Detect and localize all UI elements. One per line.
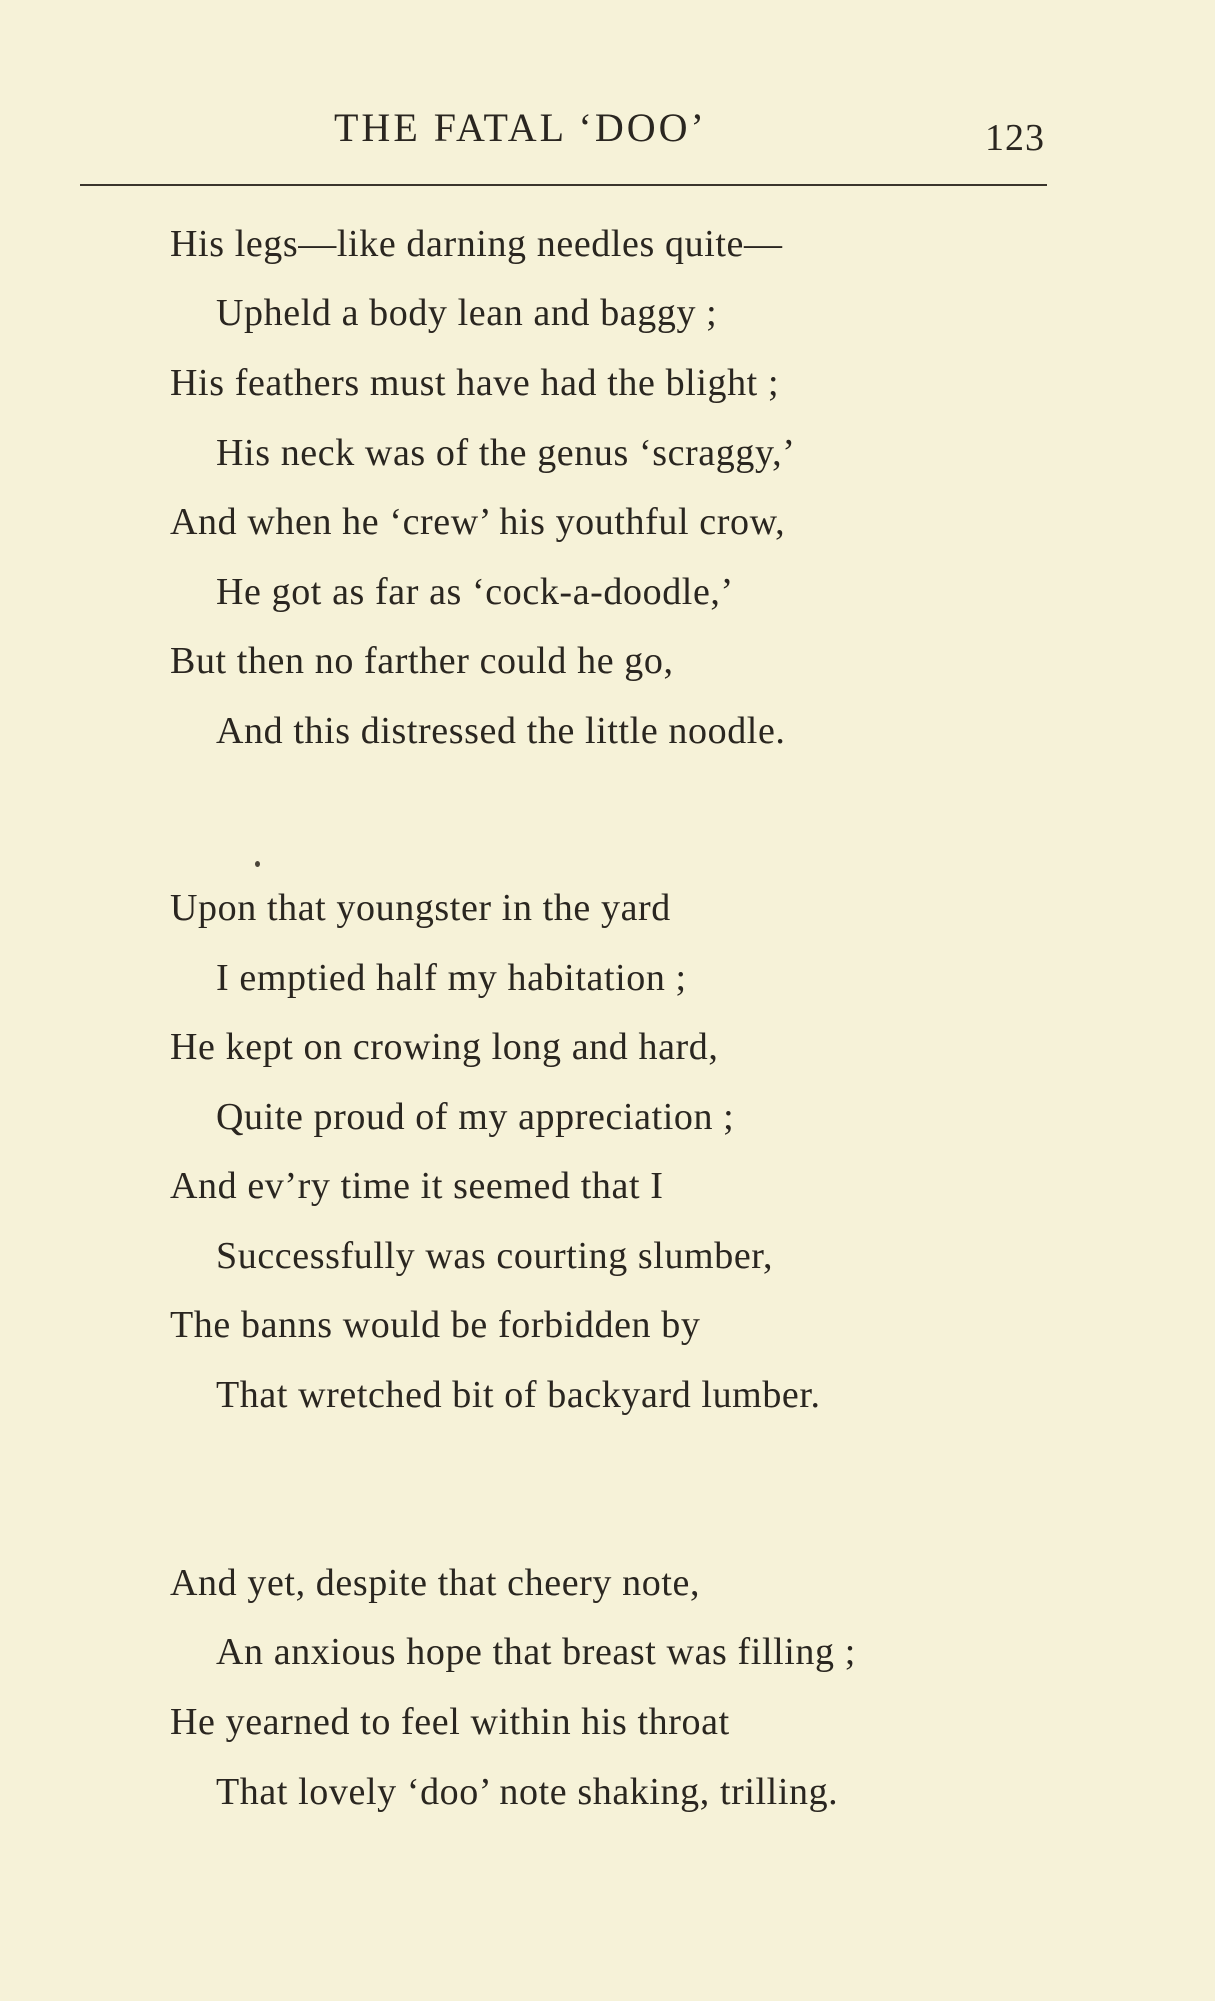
poem-line: And yet, despite that cheery note, xyxy=(170,1562,701,1604)
poem-line: And when he ‘crew’ his youthful crow, xyxy=(170,501,786,543)
poem-line: And ev’ry time it seemed that I xyxy=(170,1165,664,1207)
poem-line: An anxious hope that breast was filling ; xyxy=(216,1631,856,1673)
poem-line: I emptied half my habitation ; xyxy=(216,957,687,999)
running-title: THE FATAL ‘DOO’ xyxy=(334,105,707,150)
running-head xyxy=(0,98,1215,158)
poem-line: He got as far as ‘cock-a-doodle,’ xyxy=(216,571,734,613)
poem-line: But then no farther could he go, xyxy=(170,640,674,682)
poem-line: The banns would be forbidden by xyxy=(170,1304,701,1346)
poem-line: He yearned to feel within his throat xyxy=(170,1701,730,1743)
poem-line: Upon that youngster in the yard xyxy=(170,887,671,929)
ink-speck xyxy=(255,861,260,867)
poem-line: Quite proud of my appreciation ; xyxy=(216,1096,735,1138)
poem-line: His legs—like darning needles quite— xyxy=(170,223,783,265)
header-rule xyxy=(80,184,1047,186)
poem-line: And this distressed the little noodle. xyxy=(216,710,786,752)
poem-line: That lovely ‘doo’ note shaking, trilling. xyxy=(216,1771,839,1813)
poem-line: Successfully was courting slumber, xyxy=(216,1235,774,1277)
poem-line: His neck was of the genus ‘scraggy,’ xyxy=(216,432,796,474)
poem-line: Upheld a body lean and baggy ; xyxy=(216,292,718,334)
poem-line: His feathers must have had the blight ; xyxy=(170,362,780,404)
page-number: 123 xyxy=(985,117,1045,159)
poem-line: He kept on crowing long and hard, xyxy=(170,1026,719,1068)
poem-line: That wretched bit of backyard lumber. xyxy=(216,1374,821,1416)
